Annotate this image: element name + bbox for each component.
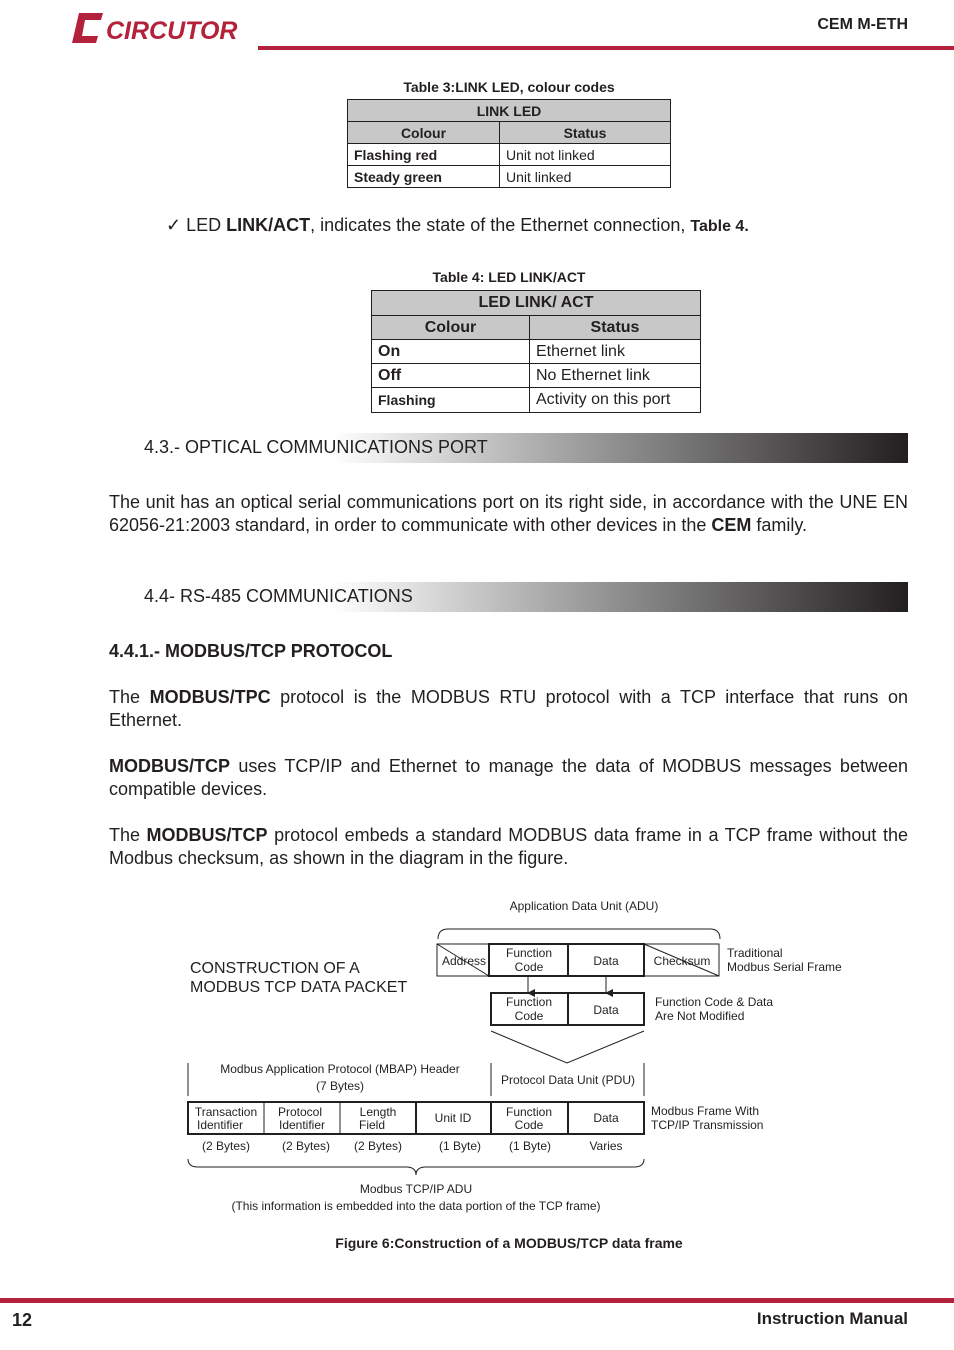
page-number: 12 xyxy=(12,1310,33,1330)
section-heading-4-4 xyxy=(109,582,908,612)
checkmark-icon: ✓ xyxy=(166,215,182,235)
svg-text:Traditional: Traditional xyxy=(727,946,783,960)
table3-cell-status: Unit not linked xyxy=(500,144,671,166)
table4-cell-colour: Flashing xyxy=(372,388,530,413)
svg-text:(1 Byte): (1 Byte) xyxy=(508,1139,552,1153)
svg-text:Modbus Frame With: Modbus Frame With xyxy=(651,1104,760,1118)
address-field: Address xyxy=(441,954,487,968)
svg-text:Function: Function xyxy=(505,1105,553,1119)
tcp-adu-label: Modbus TCP/IP ADU xyxy=(359,1182,473,1196)
section-title: 4.3.- OPTICAL COMMUNICATIONS PORT xyxy=(144,437,488,457)
section-heading-4-3 xyxy=(109,433,908,463)
svg-text:Modbus Serial Frame: Modbus Serial Frame xyxy=(727,960,842,974)
svg-text:Code: Code xyxy=(514,960,544,974)
svg-text:(2 Bytes): (2 Bytes) xyxy=(201,1139,251,1153)
table4-caption: Table 4: LED LINK/ACT xyxy=(432,269,586,285)
paragraph-modbus-1: The MODBUS/TPC protocol is the MODBUS RTU protocol with a TCP interface that runs on Ethernet. xyxy=(109,687,908,730)
svg-text:TCP/IP Transmission: TCP/IP Transmission xyxy=(651,1118,764,1132)
table4-cell-status: Ethernet link xyxy=(530,340,701,364)
figure-caption: Figure 6:Construction of a MODBUS/TCP data frame xyxy=(335,1235,683,1251)
svg-text:(7 Bytes): (7 Bytes) xyxy=(315,1079,365,1093)
table4-cell-colour: Off xyxy=(372,364,530,388)
table4-ref-link: Table 4. xyxy=(690,218,749,235)
section-title: 4.4- RS-485 COMMUNICATIONS xyxy=(144,586,413,606)
footer-title: Instruction Manual xyxy=(756,1309,908,1328)
logo-wordmark: CIRCUTOR xyxy=(106,17,238,45)
svg-text:MODBUS TCP DATA PACKET: MODBUS TCP DATA PACKET xyxy=(190,979,408,996)
svg-text:Code: Code xyxy=(514,1118,544,1132)
svg-text:Identifier: Identifier xyxy=(196,1118,244,1132)
svg-text:Code: Code xyxy=(514,1009,544,1023)
svg-text:Are Not Modified: Are Not Modified xyxy=(655,1009,745,1023)
table-row xyxy=(372,388,701,413)
svg-text:Function Code & Data: Function Code & Data xyxy=(655,995,774,1009)
table3-cell-status: Unit linked xyxy=(500,166,671,188)
svg-text:Function: Function xyxy=(505,946,553,960)
unit-id-field: Unit ID xyxy=(434,1111,472,1125)
table-row xyxy=(372,340,701,364)
paragraph-modbus-2: MODBUS/TCP uses TCP/IP and Ethernet to manage the data of MODBUS messages between compatible devices. xyxy=(109,756,908,799)
svg-text:Varies: Varies xyxy=(589,1139,623,1153)
table3-cell-colour: Flashing red xyxy=(348,144,500,166)
svg-text:(2 Bytes): (2 Bytes) xyxy=(353,1139,403,1153)
adu-label: Application Data Unit (ADU) xyxy=(509,899,659,913)
data-field: Data xyxy=(593,954,619,968)
table4-cell-status: No Ethernet link xyxy=(530,364,701,388)
modbus-tcp-diagram xyxy=(180,893,860,1228)
svg-text:(1 Byte): (1 Byte) xyxy=(438,1139,482,1153)
checksum-field: Checksum xyxy=(653,954,711,968)
footer-rule xyxy=(0,1298,954,1303)
svg-text:Field: Field xyxy=(358,1118,386,1132)
svg-text:(2 Bytes): (2 Bytes) xyxy=(281,1139,331,1153)
table-row xyxy=(348,166,671,188)
circutor-logo xyxy=(70,10,255,46)
table4-col-colour: Colour xyxy=(372,316,530,340)
diagram-title: CONSTRUCTION OF A xyxy=(190,960,360,977)
table-row xyxy=(372,364,701,388)
table4-cell-colour: On xyxy=(372,340,530,364)
paragraph-optical-port: The unit has an optical serial communications port on its right side, in accordance with the UNE EN 62056-21:2003 standard, in order to communicate with other devices in the CEM family. xyxy=(109,492,908,535)
table-row xyxy=(348,144,671,166)
svg-text:Length: Length xyxy=(359,1105,397,1119)
svg-text:Data: Data xyxy=(593,1111,619,1125)
table4-cell-status: Activity on this port xyxy=(530,388,701,413)
pdu-label: Protocol Data Unit (PDU) xyxy=(500,1073,636,1087)
document-title: CEM M-ETH xyxy=(817,16,908,33)
svg-text:Transaction: Transaction xyxy=(194,1105,258,1119)
bullet-link-act: ✓ LED LINK/ACT, indicates the state of the Ethernet connection, Table 4. xyxy=(166,215,749,235)
table3-caption: Table 3:LINK LED, colour codes xyxy=(403,79,615,95)
svg-text:Protocol: Protocol xyxy=(277,1105,323,1119)
table4-title: LED LINK/ ACT xyxy=(372,291,701,316)
table3 xyxy=(347,99,671,188)
table4-col-status: Status xyxy=(530,316,701,340)
table3-col-colour: Colour xyxy=(348,122,500,144)
subheading-modbus-tcp: 4.4.1.- MODBUS/TCP PROTOCOL xyxy=(109,641,393,661)
table4 xyxy=(371,290,701,413)
svg-text:Data: Data xyxy=(593,1003,619,1017)
table3-cell-colour: Steady green xyxy=(348,166,500,188)
paragraph-modbus-3: The MODBUS/TCP protocol embeds a standard MODBUS data frame in a TCP frame without the Modbus checksum, as shown in the diagram in the figure. xyxy=(109,825,908,868)
table3-col-status: Status xyxy=(500,122,671,144)
svg-text:Function: Function xyxy=(505,995,553,1009)
header-rule xyxy=(258,46,954,50)
table3-title: LINK LED xyxy=(348,100,671,122)
svg-text:Identifier: Identifier xyxy=(278,1118,326,1132)
embedded-note: (This information is embedded into the data portion of the TCP frame) xyxy=(231,1199,601,1213)
mbap-header-label: Modbus Application Protocol (MBAP) Header xyxy=(220,1062,460,1076)
